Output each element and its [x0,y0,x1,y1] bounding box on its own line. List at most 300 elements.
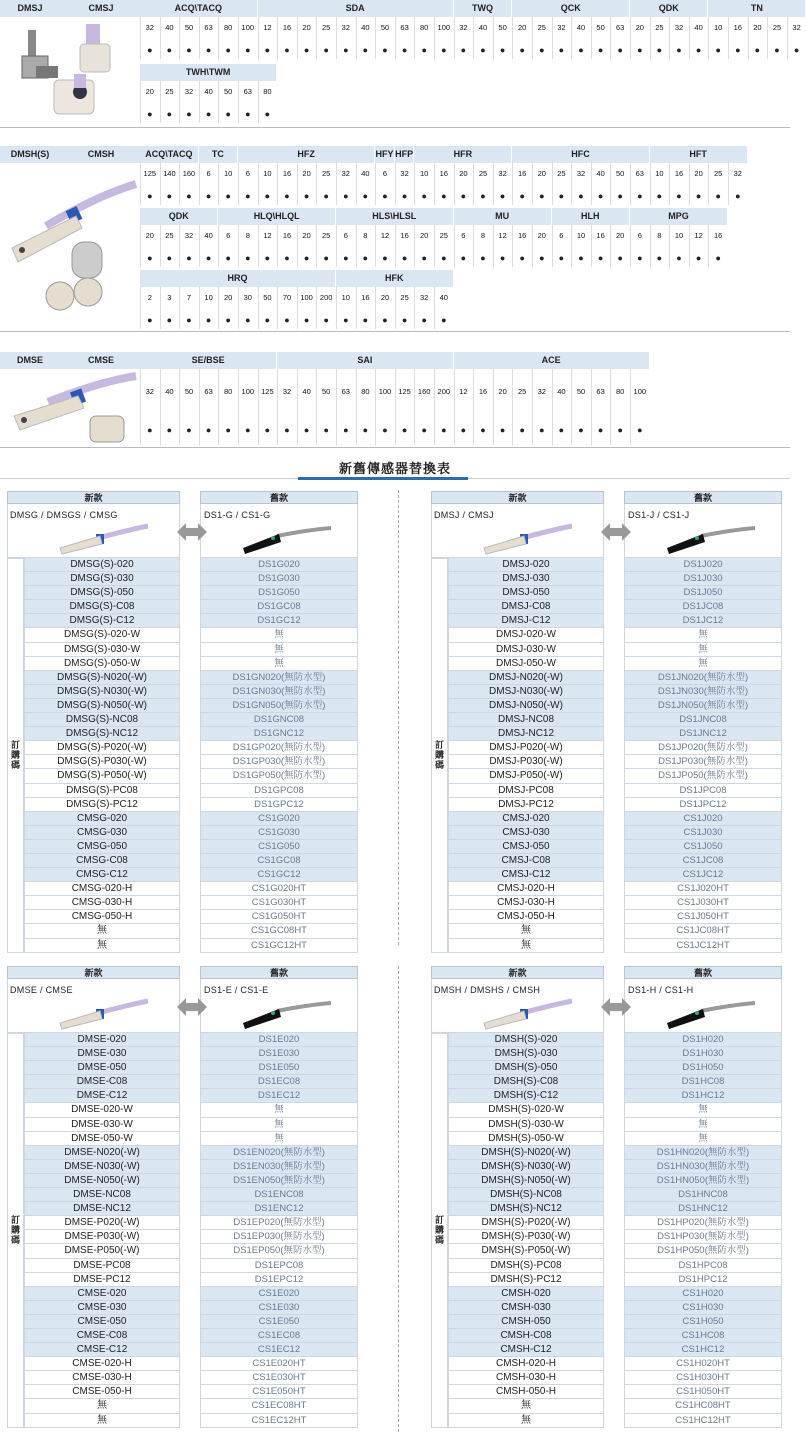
new-model-cell: DMSJ-N030(-W) [448,685,604,699]
new-model-cell: DMSH(S)-020 [448,1033,604,1047]
compat-dot: ● [382,253,388,263]
bore-size: 2 [147,293,152,302]
new-model-cell: DMSE-P020(-W) [24,1216,180,1230]
replacement-table-title: 新舊傳感器替換表 [338,461,451,476]
bore-size: 100 [300,293,313,302]
cell-divider [532,163,533,205]
old-model-cell: DS1EN050(無防水型) [200,1174,358,1188]
new-model-cell: 無 [448,1399,604,1413]
new-model-cell: DMSH(S)-N020(-W) [448,1146,604,1160]
compat-dot: ● [147,45,153,55]
cell-divider [630,17,631,59]
cell-divider [395,369,396,445]
old-model-cell: DS1EP050(無防水型) [200,1244,358,1258]
bore-size: 50 [184,23,194,32]
old-model-cell: DS1G050 [200,586,358,600]
cell-divider [454,17,455,59]
compat-dot: ● [715,45,721,55]
cell-divider [140,17,141,59]
compat-dot: ● [460,425,467,435]
new-sensor-icon [482,999,572,1029]
bore-size: 100 [437,23,451,32]
cell-divider [336,369,337,445]
old-model-cell: DS1HN030(無防水型) [624,1160,782,1174]
bore-size: 25 [478,169,488,178]
new-model-column [24,1033,180,1428]
bore-size: 8 [245,231,250,240]
compat-dot: ● [735,45,741,55]
cell-divider [689,225,690,267]
new-model-cell: DMSH(S)-030-W [448,1118,604,1132]
series-header: HLH [552,208,630,225]
cell-divider [179,369,180,445]
bore-size: 200 [437,387,451,396]
compat-dot: ● [303,45,310,55]
compat-dot: ● [147,109,153,119]
bore-size: 25 [537,23,546,32]
compat-dot: ● [245,425,251,435]
new-model-cell: CMSJ-020-H [448,882,604,896]
series-header: QDK [630,0,708,17]
new-model-cell: DMSG(S)-N050(-W) [24,699,180,713]
cell-divider [473,17,474,59]
cell-divider [414,163,415,205]
old-model-cell: DS1EN030(無防水型) [200,1160,358,1174]
cell-divider [708,225,709,267]
new-model-cell: DMSG(S)-P020(-W) [24,741,180,755]
compat-dot: ● [186,425,192,435]
new-model-cell: DMSE-C12 [24,1089,180,1103]
compat-dot: ● [441,253,447,263]
compat-dot: ● [166,425,173,435]
compat-dot: ● [205,315,212,325]
old-model-cell: DS1EP030(無防水型) [200,1230,358,1244]
old-model-cell: CS1JC12 [624,868,782,882]
compat-dot: ● [166,315,173,325]
compat-dot: ● [205,191,212,201]
old-model-cell: DS1JC08 [624,600,782,614]
new-model-cell: DMSH(S)-P020(-W) [448,1216,604,1230]
old-model-cell: DS1J050 [624,586,782,600]
new-model-cell: DMSH(S)-N030(-W) [448,1160,604,1174]
bore-size: 63 [341,387,350,396]
old-model-cell: DS1GNC12 [200,727,358,741]
cell-divider [179,17,180,59]
cell-divider [277,369,278,445]
cell-divider [532,369,533,445]
new-model-column [448,1033,604,1428]
cell-divider [336,225,337,267]
new-model-cell: DMSG(S)-030-W [24,643,180,657]
bore-size: 63 [400,23,409,32]
cell-divider [140,287,141,329]
old-model-cell: CS1G050HT [200,910,358,924]
compat-dot: ● [362,191,369,201]
old-model-cell: DS1JNC12 [624,727,782,741]
cell-divider [767,17,768,59]
compat-dot: ● [617,45,623,55]
compat-dot: ● [245,315,251,325]
new-model-cell: CMSE-020 [24,1287,180,1301]
compat-dot: ● [186,109,192,119]
cell-divider [708,163,709,205]
series-header: HFP [395,146,415,163]
old-model-cell: CS1H050 [624,1315,782,1329]
compat-dot: ● [539,253,545,263]
old-model-cell: DS1G030 [200,572,358,586]
bore-size: 40 [361,169,370,178]
compat-dot: ● [343,315,349,325]
compat-dot: ● [656,253,663,263]
dmsj-sensor-image [14,22,124,122]
old-model-cell: DS1GN050(無防水型) [200,699,358,713]
replacement-table [7,491,367,961]
old-model-cell: DS1JNC08 [624,713,782,727]
new-model-cell: DMSG(S)-020-W [24,628,180,642]
bore-size: 40 [694,23,703,32]
old-model-cell: 無 [200,1132,358,1146]
compat-dot: ● [245,109,251,119]
cell-divider [160,369,161,445]
cell-divider [571,17,572,59]
bore-size: 70 [282,293,292,302]
old-header: 舊款 [200,966,358,979]
cell-divider [277,163,278,205]
bore-size: 12 [263,231,272,240]
cell-divider [414,287,415,329]
old-model-cell: CS1H020 [624,1287,782,1301]
bore-size: 25 [557,169,566,178]
old-model-cell: DS1JP030(無防水型) [624,755,782,769]
new-model-cell: DMSH(S)-050 [448,1061,604,1075]
new-model-cell: 無 [24,1399,180,1413]
new-model-cell: DMSH(S)-C12 [448,1089,604,1103]
compat-dot: ● [343,191,349,201]
bore-size: 80 [263,87,272,96]
cell-divider [356,163,357,205]
bore-size: 20 [302,231,311,240]
old-model-cell: DS1GC12 [200,614,358,628]
cell-divider [610,369,611,445]
bore-size: 20 [459,169,468,178]
new-model-cell: CMSG-050 [24,840,180,854]
compat-dot: ● [421,253,427,263]
old-sensor-icon [665,999,755,1029]
old-model-cell: DS1HP020(無防水型) [624,1216,782,1230]
series-header: TWQ [454,0,513,17]
new-model-cell: DMSG(S)-PC12 [24,798,180,812]
cell-divider [179,287,180,329]
new-header: 新款 [7,491,180,504]
new-model-cell: CMSJ-050 [448,840,604,854]
new-model-cell: CMSH-C12 [448,1343,604,1357]
new-image-box [431,504,604,558]
new-model-cell: DMSJ-N020(-W) [448,671,604,685]
compat-dot: ● [578,191,584,201]
new-sensor-icon [58,999,148,1029]
new-series-label: DMSJ / CMSJ [434,510,494,520]
compat-dot: ● [362,315,369,325]
compat-dot: ● [205,425,212,435]
old-model-cell: 無 [200,643,358,657]
old-model-cell: DS1GC08 [200,600,358,614]
compat-dot: ● [401,425,408,435]
swap-arrow-icon [601,521,645,543]
compat-dot: ● [225,45,231,55]
series-header: QCK [512,0,630,17]
cell-divider [610,17,611,59]
compat-dot: ● [284,45,290,55]
bore-size: 32 [282,387,292,396]
bore-size: 125 [261,387,274,396]
block-bottom-rule [0,331,790,332]
bore-size: 32 [557,23,566,32]
old-model-cell: CS1EC12HT [200,1414,358,1428]
bore-size: 32 [459,23,468,32]
old-model-cell: DS1JC12 [624,614,782,628]
compat-dot: ● [186,45,192,55]
compat-dot: ● [558,425,565,435]
old-image-box [200,504,358,558]
cell-divider [277,17,278,59]
cell-divider [512,17,513,59]
bore-size: 16 [400,231,409,240]
bore-size: 6 [461,231,466,240]
compat-dot: ● [695,253,702,263]
bore-size: 32 [341,169,350,178]
old-sensor-icon [241,999,331,1029]
bore-size: 25 [322,169,331,178]
old-model-cell: CS1H030 [624,1301,782,1315]
old-model-cell: 無 [200,628,358,642]
cell-divider [552,17,553,59]
series-header: ACE [454,352,650,369]
compat-dot: ● [558,45,565,55]
cell-divider [571,163,572,205]
compat-dot: ● [637,425,643,435]
compat-dot: ● [578,253,584,263]
cell-divider [395,287,396,329]
new-model-cell: DMSG(S)-C08 [24,600,180,614]
old-model-cell: CS1G020 [200,812,358,826]
old-model-cell: CS1EC08 [200,1329,358,1343]
bore-size: 16 [674,169,684,178]
old-model-cell: 無 [200,1118,358,1132]
old-model-cell: CS1E030 [200,1301,358,1315]
bore-size: 32 [792,23,801,32]
old-sensor-icon [241,524,331,554]
compat-dot: ● [441,45,447,55]
old-model-cell: DS1HC08 [624,1075,782,1089]
series-header: HFZ [238,146,375,163]
new-model-cell: CMSE-050 [24,1315,180,1329]
compat-dot: ● [166,191,173,201]
cell-divider [473,369,474,445]
bore-size: 32 [498,169,507,178]
cell-divider [473,163,474,205]
bore-size: 63 [204,387,213,396]
compat-dot: ● [382,191,388,201]
new-model-column [24,558,180,953]
bore-size: 20 [380,293,390,302]
compat-dot: ● [245,191,251,201]
old-model-cell: CS1G050 [200,840,358,854]
bore-size: 16 [518,169,527,178]
series-header: HFT [650,146,748,163]
model-name: CMSJ [88,3,114,13]
cell-divider [434,17,435,59]
series-header: HRQ [140,270,336,287]
bore-size: 10 [341,293,350,302]
new-model-cell: DMSE-N020(-W) [24,1146,180,1160]
old-model-cell: CS1J020 [624,812,782,826]
bore-size: 63 [616,23,625,32]
bore-size: 16 [282,23,292,32]
cell-divider [238,17,239,59]
compat-dot: ● [421,315,427,325]
cell-divider [160,163,161,205]
old-model-cell: DS1G020 [200,558,358,572]
cell-divider [316,163,317,205]
series-header: HFC [512,146,649,163]
series-header: HFR [414,146,512,163]
bore-size: 125 [143,169,157,178]
bore-size: 80 [224,23,233,32]
new-model-cell: DMSJ-NC12 [448,727,604,741]
bore-size: 10 [204,293,213,302]
cell-divider [160,17,161,59]
compat-dot: ● [735,191,741,201]
bore-size: 10 [655,169,664,178]
old-model-cell: CS1GC12HT [200,939,358,953]
new-model-cell: 無 [448,939,604,953]
compat-dot: ● [637,45,643,55]
old-model-cell: CS1J030HT [624,896,782,910]
new-model-cell: CMSG-020 [24,812,180,826]
cell-divider [434,225,435,267]
bore-size: 63 [204,23,213,32]
new-model-cell: CMSH-030-H [448,1371,604,1385]
old-header: 舊款 [624,966,782,979]
old-model-cell: DS1E020 [200,1033,358,1047]
old-series-label: DS1-G / CS1-G [204,510,271,520]
compat-dot: ● [441,191,447,201]
cell-divider [277,225,278,267]
new-model-cell: DMSE-P050(-W) [24,1244,180,1258]
new-series-label: DMSG / DMSGS / CMSG [10,510,118,520]
compat-dot: ● [460,45,467,55]
new-model-cell: DMSE-C08 [24,1075,180,1089]
bore-size: 20 [145,231,154,240]
new-model-cell: CMSE-030-H [24,1371,180,1385]
cell-divider [297,17,298,59]
new-model-cell: CMSE-030 [24,1301,180,1315]
compat-dot: ● [323,45,329,55]
cell-divider [454,225,455,267]
cell-divider [591,225,592,267]
new-model-cell: DMSE-020 [24,1033,180,1047]
new-model-cell: DMSJ-P050(-W) [448,769,604,783]
cell-divider [179,163,180,205]
old-model-cell: DS1J020 [624,558,782,572]
new-model-cell: DMSE-050-W [24,1132,180,1146]
old-model-cell: CS1HC08HT [624,1399,782,1413]
old-model-cell: DS1EPC12 [200,1273,358,1287]
old-model-column [200,1033,358,1428]
compat-dot: ● [421,425,427,435]
old-model-cell: CS1HC12 [624,1343,782,1357]
cell-divider [218,287,219,329]
old-model-cell: DS1JN020(無防水型) [624,671,782,685]
new-header: 新款 [7,966,180,979]
bore-size: 7 [186,293,192,302]
old-series-label: DS1-J / CS1-J [628,510,690,520]
cell-divider [356,287,357,329]
bore-size: 12 [498,231,507,240]
bore-size: 40 [361,23,370,32]
new-model-cell: DMSG(S)-N020(-W) [24,671,180,685]
cell-divider [160,225,161,267]
bore-size: 6 [343,231,348,240]
compat-dot: ● [539,191,545,201]
compat-dot: ● [715,191,721,201]
old-model-cell: CS1GC08HT [200,924,358,938]
series-header: SAI [277,352,453,369]
new-model-cell: CMSE-050-H [24,1385,180,1399]
bore-size: 16 [596,231,605,240]
cell-divider [571,369,572,445]
bore-size: 20 [145,87,154,96]
new-model-cell: CMSG-C08 [24,854,180,868]
series-header: HLQ\HLQL [218,208,336,225]
cell-divider [395,17,396,59]
cell-divider [238,369,239,445]
old-model-cell: DS1JPC12 [624,798,782,812]
cell-divider [316,225,317,267]
compat-dot: ● [499,191,506,201]
old-header: 舊款 [200,491,358,504]
bore-size: 6 [382,169,388,178]
new-model-cell: 無 [448,924,604,938]
cell-divider [179,225,180,267]
cell-divider [414,369,415,445]
cell-divider [258,369,259,445]
title-accent-bar [298,477,468,480]
model-name: DMSH(S) [10,149,50,159]
cell-divider [375,369,376,445]
bore-size: 16 [714,231,723,240]
new-image-box [431,979,604,1033]
old-model-cell: CS1G030 [200,826,358,840]
swap-arrow-icon [177,996,221,1018]
model-name: DMSJ [17,3,43,13]
compat-dot: ● [597,45,604,55]
cell-divider [532,17,533,59]
compat-dot: ● [519,425,525,435]
cell-divider [199,17,200,59]
new-model-cell: DMSH(S)-PC12 [448,1273,604,1287]
old-model-cell: CS1GC12 [200,868,358,882]
cell-divider [689,17,690,59]
new-model-cell: CMSH-C08 [448,1329,604,1343]
old-model-cell: 無 [624,1132,782,1146]
old-sensor-icon [665,524,755,554]
cell-divider [258,225,259,267]
new-model-cell: CMSJ-050-H [448,910,604,924]
new-sensor-icon [482,524,572,554]
new-model-cell: DMSE-P030(-W) [24,1230,180,1244]
compat-dot: ● [637,253,643,263]
